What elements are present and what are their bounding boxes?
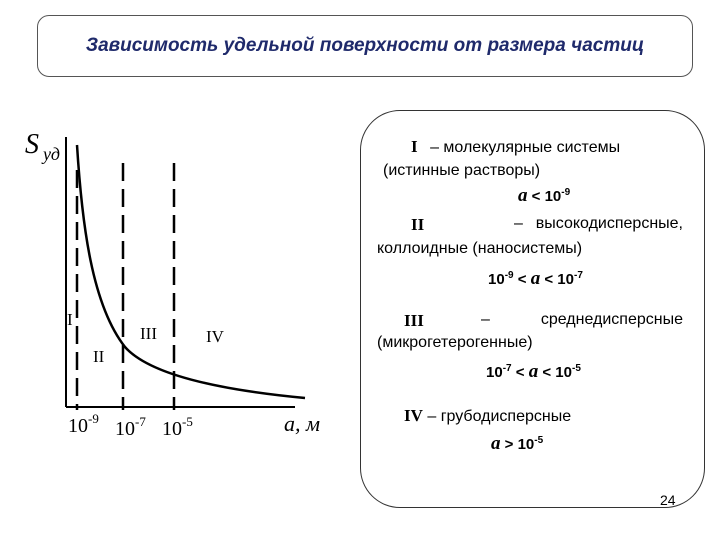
region-label-3: III <box>140 324 157 343</box>
class3-line: III – среднедисперсные <box>404 311 683 330</box>
class3-formula: $10^{-7} < a < 10^{-5}$ <box>486 361 581 382</box>
class1-line <box>411 137 620 157</box>
x-axis-label: a, м <box>284 411 321 436</box>
class1-line-b: (истинные растворы) <box>383 162 541 179</box>
class4-line: IV – грубодисперсные <box>404 406 572 425</box>
tick-label-1e-9: $10^{-9}$ <box>68 411 99 437</box>
surface-area-graph <box>20 115 345 450</box>
dispersion-classes-box <box>360 110 705 508</box>
region-label-4: IV <box>206 327 224 346</box>
class4-formula: $a > 10^{-5}$ <box>491 433 544 454</box>
tick-label-1e-5: $10^{-5}$ <box>162 414 193 440</box>
page-number: 24 <box>660 492 676 508</box>
y-axis-sub: уд <box>43 144 61 164</box>
tick-label-1e-7: $10^{-7}$ <box>115 414 146 440</box>
slide-title: Зависимость удельной поверхности от размера частиц <box>85 35 645 56</box>
class2-line: II – высокодисперсные, <box>411 215 683 234</box>
class3-line-b: (микрогетерогенные) <box>377 334 533 351</box>
class3-roman: III <box>404 311 424 330</box>
class4-roman: IV <box>404 406 423 425</box>
class2-line-b: коллоидные (наносистемы) <box>377 240 583 257</box>
specific-surface-curve <box>77 145 305 398</box>
class2-formula: $10^{-9} < a < 10^{-7}$ <box>488 268 583 289</box>
class1-formula: $a < 10^{-9}$ <box>518 185 571 206</box>
class1-roman: I <box>411 137 418 156</box>
region-label-1: I <box>67 310 73 329</box>
class1-text: – молекулярные системы <box>430 139 621 156</box>
region-label-2: II <box>93 347 105 366</box>
title-box <box>37 15 693 77</box>
class2-roman: II <box>411 215 425 234</box>
y-axis-label: S <box>25 129 39 160</box>
